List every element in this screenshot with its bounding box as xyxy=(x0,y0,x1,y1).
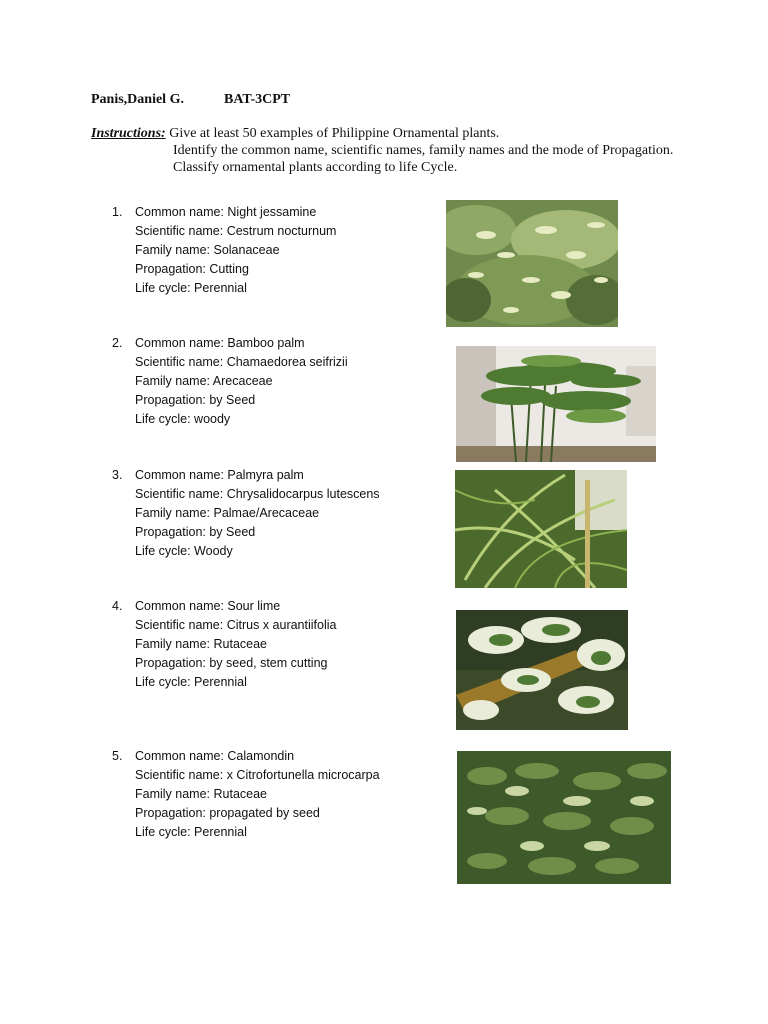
family-name: Family name: Palmae/Arecaceae xyxy=(135,506,320,520)
family-name: Family name: Rutaceae xyxy=(135,637,268,651)
calamondin-photo xyxy=(457,751,671,884)
common-name: Common name: Bamboo palm xyxy=(135,336,305,350)
entry-number: 3. xyxy=(112,468,123,482)
scientific-name: Scientific name: Citrus x aurantiifolia xyxy=(135,618,337,632)
student-name: Panis,Daniel G. xyxy=(91,92,184,107)
scientific-name: Scientific name: Chrysalidocarpus lutescens xyxy=(135,487,380,501)
life-cycle: Life cycle: Perennial xyxy=(135,825,247,839)
propagation: Propagation: propagated by seed xyxy=(135,806,320,820)
life-cycle: Life cycle: woody xyxy=(135,412,231,426)
propagation: Propagation: by Seed xyxy=(135,393,256,407)
bamboo-palm-photo xyxy=(456,346,656,462)
scientific-name: Scientific name: Chamaedorea seifrizii xyxy=(135,355,348,369)
student-header xyxy=(91,92,291,108)
entry-number: 4. xyxy=(112,599,123,613)
common-name: Common name: Sour lime xyxy=(135,599,281,613)
common-name: Common name: Calamondin xyxy=(135,749,295,763)
instructions-line-3: Classify ornamental plants according to life Cycle. xyxy=(173,160,458,175)
life-cycle: Life cycle: Perennial xyxy=(135,281,247,295)
entry-number: 5. xyxy=(112,749,123,763)
palmyra-palm-photo xyxy=(455,470,627,588)
night-jessamine-photo xyxy=(446,200,618,327)
instructions-line-2: Identify the common name, scientific names, family names and the mode of Propagation. xyxy=(173,143,674,158)
propagation: Propagation: by seed, stem cutting xyxy=(135,656,328,670)
life-cycle: Life cycle: Woody xyxy=(135,544,233,558)
instructions-label: Instructions: xyxy=(91,126,166,141)
family-name: Family name: Arecaceae xyxy=(135,374,273,388)
course-code: BAT-3CPT xyxy=(224,92,291,107)
family-name: Family name: Rutaceae xyxy=(135,787,268,801)
propagation: Propagation: by Seed xyxy=(135,525,256,539)
sour-lime-photo xyxy=(456,610,628,730)
instructions-line-1: Give at least 50 examples of Philippine Ornamental plants. xyxy=(169,126,500,141)
entry-number: 1. xyxy=(112,205,123,219)
scientific-name: Scientific name: Cestrum nocturnum xyxy=(135,224,337,238)
scientific-name: Scientific name: x Citrofortunella microcarpa xyxy=(135,768,380,782)
common-name: Common name: Night jessamine xyxy=(135,205,317,219)
family-name: Family name: Solanaceae xyxy=(135,243,280,257)
instructions-block xyxy=(91,125,673,176)
entry-number: 2. xyxy=(112,336,123,350)
propagation: Propagation: Cutting xyxy=(135,262,249,276)
life-cycle: Life cycle: Perennial xyxy=(135,675,247,689)
common-name: Common name: Palmyra palm xyxy=(135,468,304,482)
